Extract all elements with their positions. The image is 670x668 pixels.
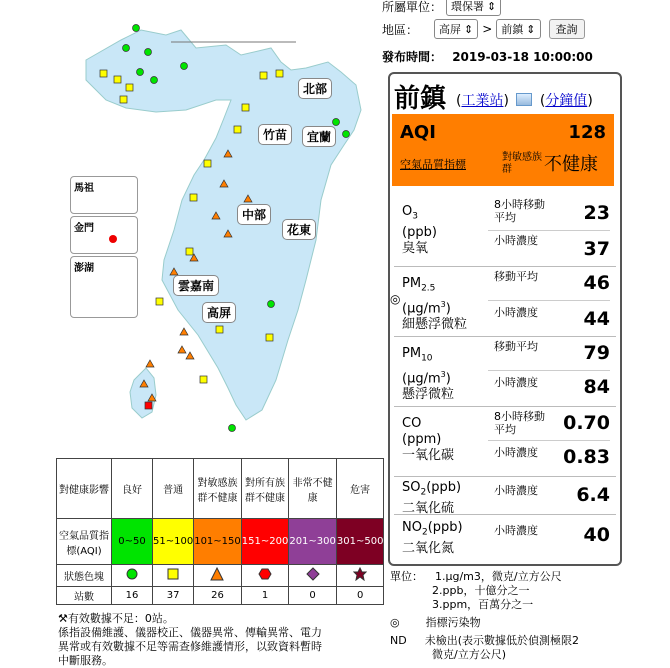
co-name: CO (ppm) 一氧化碳 bbox=[402, 416, 455, 463]
legend-level: 良好 bbox=[112, 459, 153, 519]
so2-name: $SO_2(ppb)$ 二氧化硫 bbox=[402, 480, 462, 516]
legend-level: 普通 bbox=[153, 459, 194, 519]
pm25-avg-value: 46 bbox=[583, 272, 610, 294]
inset-matsu[interactable]: 馬祖 bbox=[70, 176, 138, 214]
no2-hr-value: 40 bbox=[583, 524, 610, 546]
legend-range: 301~500 bbox=[336, 519, 384, 565]
invalid-note: ⚒有效數據不足：0站。 bbox=[58, 612, 174, 625]
aqi-legend-table bbox=[56, 458, 384, 605]
aqi-value: 128 bbox=[568, 122, 606, 143]
o3-hr-value: 37 bbox=[583, 238, 610, 260]
pm10-type-avg: 移動平均 bbox=[494, 340, 538, 353]
legend-count: 37 bbox=[153, 587, 194, 605]
area-row bbox=[382, 19, 585, 39]
legend-count: 16 bbox=[112, 587, 153, 605]
region-north[interactable]: 北部 bbox=[298, 78, 332, 99]
o3-type-8h: 8小時移動平均 bbox=[494, 198, 545, 224]
co-type-hr: 小時濃度 bbox=[494, 446, 538, 459]
pm25-indicator-mark: ◎ bbox=[390, 292, 401, 306]
o3-8h-value: 23 bbox=[583, 202, 610, 224]
station-links: (工業站) (分鐘值) bbox=[456, 93, 593, 109]
query-button[interactable]: 查詢 bbox=[549, 19, 585, 39]
legend-range: 101~150 bbox=[194, 519, 242, 565]
aqi-status: 不健康 bbox=[544, 154, 598, 175]
legend-range: 151~200 bbox=[241, 519, 289, 565]
region-yunchianan[interactable]: 雲嘉南 bbox=[173, 275, 219, 296]
o3-name: $O_3$ (ppb) 臭氧 bbox=[402, 204, 437, 256]
station-select[interactable]: 前鎮 ⇕ bbox=[496, 19, 540, 39]
aqi-label: AQI bbox=[400, 122, 436, 143]
diamond-icon bbox=[306, 567, 320, 581]
pm10-avg-value: 79 bbox=[583, 342, 610, 364]
inset-kinmen[interactable]: 金門 bbox=[70, 216, 138, 254]
chevron-down-icon: ⇕ bbox=[487, 0, 497, 13]
region-hsinchu-miaoli[interactable]: 竹苗 bbox=[258, 124, 292, 145]
publish-time: 發布時間： 2019-03-18 10:00:00 bbox=[382, 50, 593, 64]
pm10-name: $PM_{10}$ $(\mu g/m^3)$ 懸浮微粒 bbox=[402, 346, 455, 402]
legend-head-health: 對健康影響 bbox=[57, 459, 112, 519]
triangle-icon bbox=[210, 567, 224, 581]
chevron-down-icon: ⇕ bbox=[526, 22, 536, 36]
co-type-8h: 8小時移動平均 bbox=[494, 410, 545, 436]
chevron-down-icon: ⇕ bbox=[464, 22, 474, 36]
region-kaoping[interactable]: 高屏 bbox=[202, 302, 236, 323]
units-legend: 單位： 1.μg/m3，微克/立方公尺 2.ppb，十億分之一 3.ppm，百萬分之一 ◎ 指標污染物 ND 未檢出(表示數據低於偵測極限2 微克/立方公尺) bbox=[390, 570, 579, 661]
square-icon bbox=[166, 567, 180, 581]
pm25-name: $PM_{2.5}$ $(\mu g/m^3)$ 細懸浮微粒 bbox=[402, 276, 468, 332]
region-hualien-taitung[interactable]: 花東 bbox=[282, 219, 316, 240]
station-panel bbox=[388, 72, 622, 566]
invalid-desc-2: 異常或有效數據不足等需查修維護情形，以致資料暫時 bbox=[58, 640, 322, 653]
kinmen-marker[interactable] bbox=[109, 235, 117, 243]
legend-level: 非常不健康 bbox=[289, 459, 337, 519]
circle-icon bbox=[125, 567, 139, 581]
legend-level: 危害 bbox=[336, 459, 384, 519]
aqi-link[interactable]: 空氣品質指標 bbox=[400, 158, 466, 171]
legend-range: 201~300 bbox=[289, 519, 337, 565]
legend-head-shape: 狀態色塊 bbox=[57, 565, 112, 587]
legend-count: 0 bbox=[289, 587, 337, 605]
pm25-hr-value: 44 bbox=[583, 308, 610, 330]
tool-icon: ⚒ bbox=[58, 612, 68, 625]
arrow-sep: > bbox=[482, 22, 493, 36]
legend-level: 對所有族群不健康 bbox=[241, 459, 289, 519]
chart-icon[interactable] bbox=[516, 93, 532, 106]
no2-name: $NO_2(ppb)$ 二氧化氮 bbox=[402, 520, 463, 556]
legend-head-aqi: 空氣品質指標(AQI) bbox=[57, 519, 112, 565]
so2-hr-value: 6.4 bbox=[576, 484, 610, 506]
so2-type-hr: 小時濃度 bbox=[494, 484, 538, 497]
aqi-box bbox=[392, 114, 614, 186]
legend-level: 對敏感族群不健康 bbox=[194, 459, 242, 519]
invalid-desc-3: 中斷服務。 bbox=[58, 654, 113, 667]
region-central[interactable]: 中部 bbox=[237, 204, 271, 225]
hexagon-icon bbox=[258, 567, 272, 581]
legend-count: 0 bbox=[336, 587, 384, 605]
pm25-type-hr: 小時濃度 bbox=[494, 306, 538, 319]
invalid-desc-1: 係指設備維護、儀器校正、儀器異常、傳輸異常、電力 bbox=[58, 626, 322, 639]
inset-penghu[interactable]: 澎湖 bbox=[70, 256, 138, 318]
legend-range: 51~100 bbox=[153, 519, 194, 565]
star-icon bbox=[353, 567, 367, 581]
legend-head-count: 站數 bbox=[57, 587, 112, 605]
region-yilan[interactable]: 宜蘭 bbox=[302, 126, 336, 147]
legend-count: 1 bbox=[241, 587, 289, 605]
industrial-link[interactable]: 工業站 bbox=[461, 93, 504, 109]
station-name: 前鎮 bbox=[394, 84, 447, 114]
co-8h-value: 0.70 bbox=[563, 412, 610, 434]
co-hr-value: 0.83 bbox=[563, 446, 610, 468]
area-label: 地區： bbox=[382, 22, 419, 37]
pm25-type-avg: 移動平均 bbox=[494, 270, 538, 283]
o3-type-hr: 小時濃度 bbox=[494, 234, 538, 247]
no2-type-hr: 小時濃度 bbox=[494, 524, 538, 537]
pm10-type-hr: 小時濃度 bbox=[494, 376, 538, 389]
pm10-hr-value: 84 bbox=[583, 376, 610, 398]
unit-row bbox=[382, 0, 501, 16]
sensitive-group: 對敏感族群 bbox=[502, 152, 542, 175]
legend-count: 26 bbox=[194, 587, 242, 605]
minute-link[interactable]: 分鐘值 bbox=[545, 93, 588, 109]
legend-range: 0~50 bbox=[112, 519, 153, 565]
unit-label: 所屬單位： bbox=[382, 0, 443, 14]
county-select[interactable]: 高屏 ⇕ bbox=[434, 19, 478, 39]
unit-select[interactable]: 環保署 ⇕ bbox=[446, 0, 501, 16]
